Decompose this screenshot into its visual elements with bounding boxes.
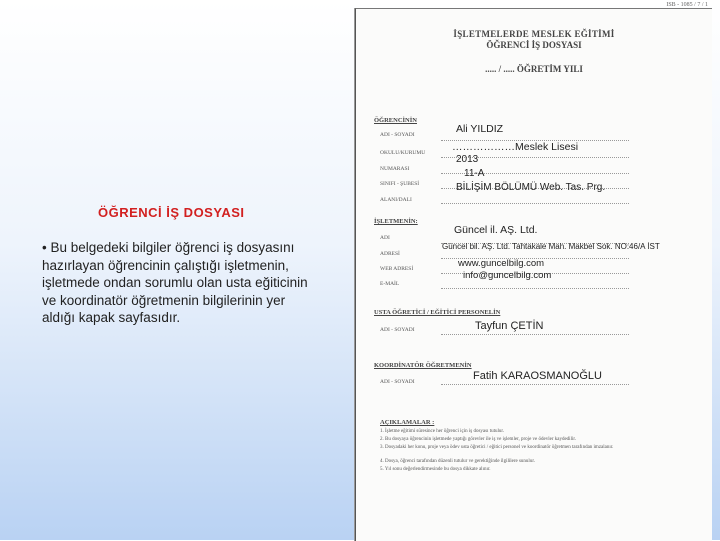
dotted-line	[441, 287, 629, 289]
field-label: ALANI/DALI	[380, 197, 412, 203]
note-item: 5. Yıl sonu değerlendirmesinde bu dosya dikkate alınır.	[380, 467, 491, 472]
form-header-line3: ..... / ..... ÖĞRETİM YILI	[485, 64, 583, 74]
business-section-title: İŞLETMENİN:	[374, 218, 418, 225]
business-address-label: ADRESİ	[380, 251, 400, 257]
business-web: www.guncelbilg.com	[458, 258, 545, 269]
note-item: 3. Dosyadaki her konu, proje veya ödev usta öğretici / eğitici personel ve koordinatör öğretmen tarafından imzalanır.	[380, 445, 614, 450]
business-name-label: ADI	[380, 235, 390, 241]
slide-description: • Bu belgedeki bilgiler öğrenci iş dosyasını hazırlayan öğrencinin çalıştığı işletmenin, işletmede ondan sorumlu olan usta eğiticinin ve koordinatör öğretmenin bilgilerinin yer aldığı kapak sayfasıdır.	[42, 240, 308, 325]
coordinator-section-title: KOORDİNATÖR ÖĞRETMENİN	[374, 362, 472, 369]
business-web-label: WEB ADRESİ	[380, 266, 414, 272]
business-email-label: E-MAİL	[380, 281, 400, 287]
business-address: Güncel bil. AŞ. Ltd. Tahtakale Mah. Makbel Sok. NO:46/A İST	[442, 242, 660, 251]
business-email: info@guncelbilg.com	[463, 270, 552, 281]
number-label: NUMARASI	[380, 166, 410, 172]
coordinator-name: Fatih KARAOSMANOĞLU	[473, 370, 602, 382]
note-item: 4. Dosya, öğrenci tarafından düzenli tutulur ve gerektiğinde ilgililere sunulur.	[380, 459, 535, 464]
form-header-line2: ÖĞRENCİ İŞ DOSYASI	[486, 40, 582, 50]
trainer-name-label: ADI - SOYADI	[380, 327, 415, 333]
coordinator-name-label: ADI - SOYADI	[380, 379, 415, 385]
class-label: SINIFI - ŞUBESİ	[380, 181, 420, 187]
student-field: BİLİŞİM BÖLÜMÜ Web. Tas. Prg.	[456, 182, 606, 193]
business-name: Güncel il. AŞ. Ltd.	[454, 224, 538, 236]
student-school: ………………Meslek Lisesi	[452, 141, 579, 153]
trainer-section-title: USTA ÖĞRETİCİ / EĞİTİCİ PERSONELİN	[374, 309, 501, 316]
form-header-line1: İŞLETMELERDE MESLEK EĞİTİMİ	[453, 29, 615, 39]
slide-title: ÖĞRENCİ İŞ DOSYASI	[98, 205, 245, 220]
student-section-title: ÖĞRENCİNİN	[374, 117, 417, 124]
form-code: ISB - 1085 / 7 / 1	[666, 2, 708, 8]
notes-title: AÇIKLAMALAR :	[380, 419, 435, 426]
trainer-name: Tayfun ÇETİN	[475, 320, 544, 332]
dotted-line	[441, 202, 629, 204]
student-number: 2013	[456, 154, 479, 165]
student-name: Ali YILDIZ	[456, 123, 504, 135]
school-label: OKULU/KURUMU	[380, 150, 426, 156]
student-class: 11-A	[464, 168, 485, 179]
note-item: 1. İşletme eğitimi süresince her öğrenci için iş dosyası tutulur.	[380, 429, 505, 434]
scanned-form	[355, 2, 712, 541]
note-item: 2. Bu dosyaya öğrencinin işletmede yaptığı görevler ile iş ve işlemler, proje ve ödevler kaydedilir.	[380, 437, 576, 442]
dotted-line	[441, 333, 629, 335]
student-name-label: ADI - SOYADI	[380, 132, 415, 138]
dotted-line	[441, 383, 629, 385]
